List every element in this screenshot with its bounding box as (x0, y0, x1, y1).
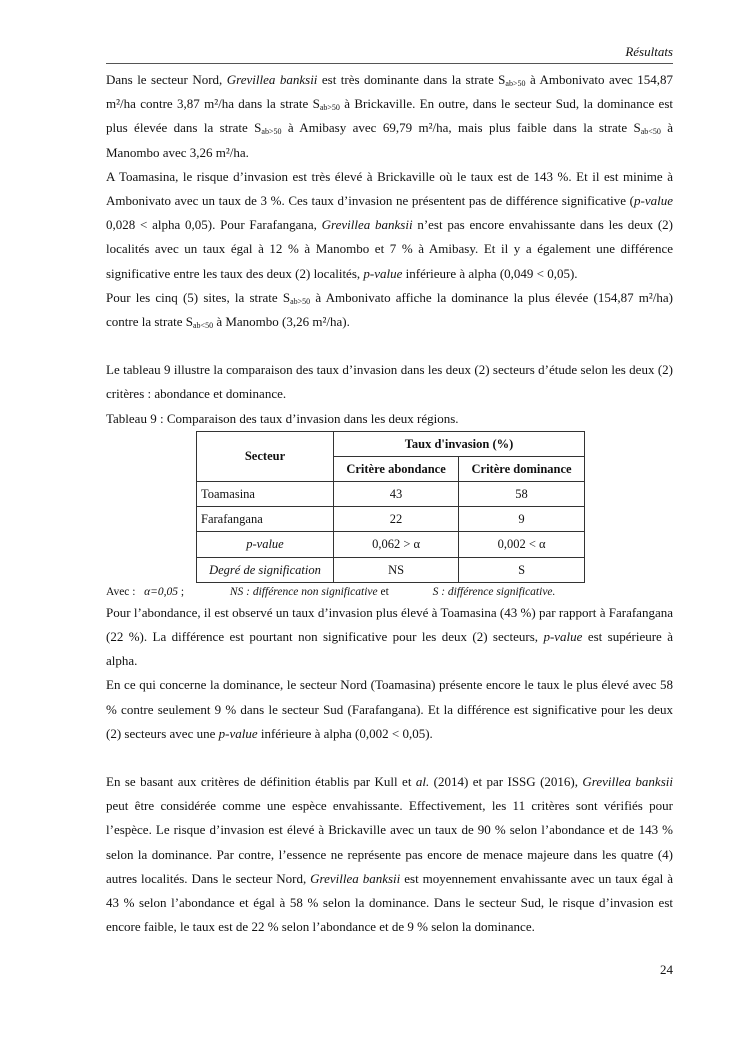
header-rule (106, 63, 673, 64)
subscript: ab<50 (640, 127, 661, 137)
table-row: Toamasina 43 58 (197, 482, 585, 507)
paragraph-3: Pour les cinq (5) sites, la strate $S_{ab>50}$ à Ambonivato affiche la dominance la plus élevée (154,87 m²/ha) contre la strate $S_{ab<50}$ à Manombo (3,26 m²/ha). (106, 289, 673, 331)
header-dominance: Critère dominance (459, 456, 585, 481)
table-legend: Avec : α=0,05 ; NS : différence non significative et S : différence significative. (106, 585, 556, 598)
paragraph-2: A Toamasina, le risque d’invasion est très élevé à Brickaville où le taux est de 143 %. Et il est minime à Ambonivato avec un taux de 3 %. Ces taux d’invasion ne présentent pas de différence significative (p-value 0,028 < alpha 0,05). Pour Farafangana, Grevillea banksii n’est pas encore envahissante dans les deux (2) localités avec un taux égal à 12 % à Manombo et 7 % à Amibasy. Et il y a également une différence significative entre les taux des deux (2) localités, p-value inférieure à alpha (0,049 < 0,05). (106, 168, 673, 281)
table-row: Degré de signification NS S (197, 557, 585, 582)
species-name: Grevillea banksii (582, 774, 673, 790)
table-row: Farafangana 22 9 (197, 507, 585, 532)
subscript: ab<50 (193, 321, 214, 331)
subscript: ab>50 (319, 103, 340, 113)
paragraph-7: En se basant aux critères de définition établis par Kull et al. (2014) et par ISSG (2016), Grevillea banksii peut être considérée comme une espèce envahissante. Effectivement, les 11 critères sont vérifiés pour l’espèce. Le risque d’invasion est élevé à Brickaville avec un taux de 90 % selon l’abondance et de 143 % selon la dominance. Par contre, l’essence ne représente pas encore de menace majeure dans les quatre (4) autres localités. Dans le secteur Nord, Grevillea banksii est moyennement envahissante avec un taux égal à 43 % selon l’abondance et égal à 58 % selon la dominance. Dans le secteur Sud, le risque d’invasion est encore faible, le taux est de 22 % selon l’abondance et de 9 % selon la dominance. (106, 774, 674, 935)
header-abondance: Critère abondance (334, 456, 459, 481)
table-caption: Tableau 9 : Comparaison des taux d’invasion dans les deux régions. (106, 410, 459, 426)
paragraph-5: Pour l’abondance, il est observé un taux d’invasion plus élevé à Toamasina (43 %) par rapport à Farafangana (22 %). La différence est pourtant non significative pour les deux (2) secteurs, p-value est supérieure à alpha. (106, 604, 673, 669)
table-row: p-value 0,062 > α 0,002 < α (197, 532, 585, 557)
page-number: 24 (660, 962, 673, 977)
header-taux: Taux d'invasion (%) (334, 431, 585, 456)
paragraph-1: Dans le secteur Nord, Grevillea banksii est très dominante dans la strate $S_{ab>50}$ à Ambonivato avec 154,87 m²/ha contre 3,87 m²/ha dans la strate $S_{ab>50}$ à Brickaville. En outre, dans le secteur Sud, la dominance est plus élevée dans la strate $S_{ab>50}$ à Amibasy avec 69,79 m²/ha, mais plus faible dans la strate $S_{ab<50}$ à Manombo avec 3,26 m²/ha. (106, 72, 673, 160)
subscript: ab>50 (290, 296, 311, 306)
running-header: Résultats (625, 44, 673, 59)
paragraph-6: En ce qui concerne la dominance, le secteur Nord (Toamasina) présente encore le taux le plus élevé avec 58 % contre seulement 9 % dans le secteur Sud (Farafangana). Et la différence est significative pour les deux (2) secteurs avec une p-value inférieure à alpha (0,002 < 0,05). (106, 677, 673, 741)
paragraph-4: Le tableau 9 illustre la comparaison des taux d’invasion dans les deux (2) secteurs d’étude selon les deux (2) critères : abondance et dominance. (106, 362, 673, 402)
body-text (106, 68, 673, 940)
comparison-table (196, 431, 585, 583)
species-name: Grevillea banksii (321, 217, 413, 233)
species-name: Grevillea banksii (310, 870, 401, 886)
header-secteur: Secteur (197, 431, 334, 481)
subscript: ab>50 (505, 79, 526, 88)
subscript: ab>50 (261, 127, 282, 137)
species-name: Grevillea banksii (226, 72, 318, 87)
